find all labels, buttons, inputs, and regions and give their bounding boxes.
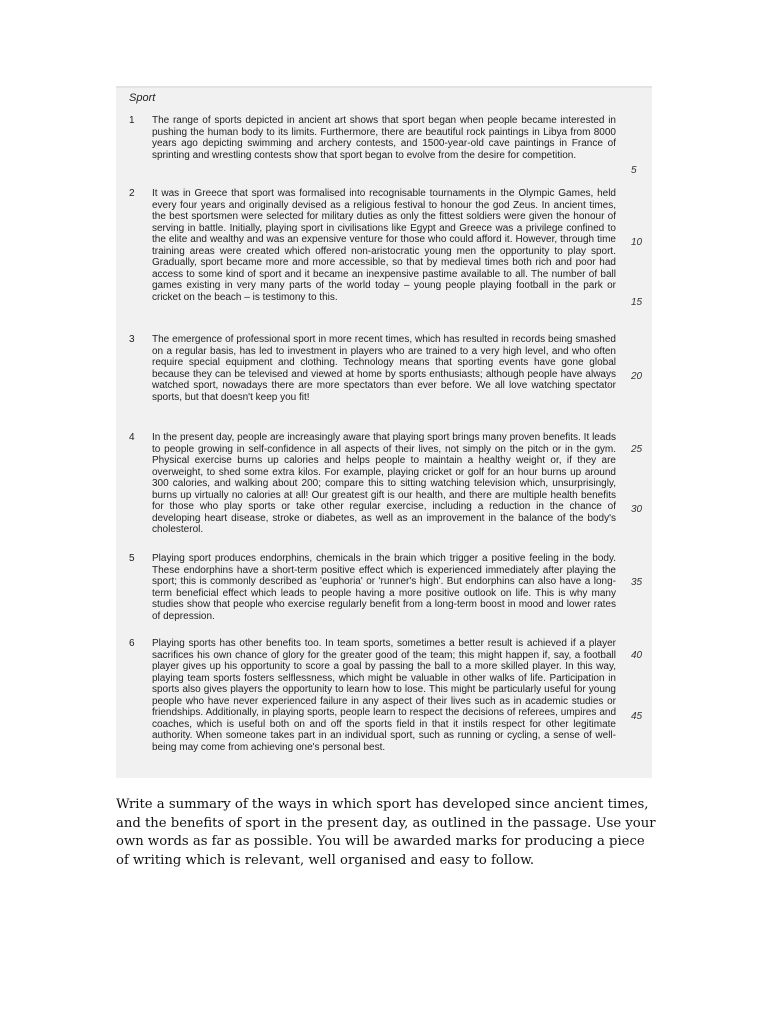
paragraph-text: The range of sports depicted in ancient art shows that sport began when people became interested in pushing the human body to its limits. Furthermore, there are beautiful rock paintings in Libya from 8000 years ago depicting swimming and archery contests, and 1500-year-old cave paintings in France of sprinting and wrestling contests show that sport began to evolve from the desire for competition. [152, 115, 616, 161]
line-number: 35 [631, 577, 643, 588]
paragraph-number: 6 [129, 638, 135, 649]
paragraph-text: In the present day, people are increasingly aware that playing sport brings many proven benefits. It leads to people growing in self-confidence in all aspects of their lives, not simply on the pitch or in the gym. Physical exercise burns up calories and helps people to maintain a healthy weight or, if they are overweight, to shed some extra kilos. For example, playing cricket or golf for an hour burns up around 300 calories, and walking about 200; compare this to sitting watching television which, unsurprisingly, burns up virtually no calories at all! Our greatest gift is our health, and there are multiple health benefits for those who play sports or take other regular exercise, including a reduction in the chance of developing heart disease, stroke or diabetes, as well as an improvement in the balance of the body's cholesterol. [152, 432, 616, 535]
paragraph-number: 3 [129, 334, 135, 345]
line-number: 25 [631, 444, 643, 455]
paragraph-text: It was in Greece that sport was formalised into recognisable tournaments in the Olympic Games, held every four years and originally devised as a religious festival to honour the god Zeus. In ancient times, the best sportsmen were selected for military duties as only the fittest soldiers were given the honour of serving in battle. Initially, playing sport in civilisations like Egypt and Greece was a privilege confined to the elite and wealthy and was an expensive venture for those who could afford it. However, through time training areas were created which offered non-aristocratic young men the opportunity to play sport. Gradually, sport became more and more accessible, so that by medieval times both rich and poor had access to some kind of sport and it became an inexpensive pastime available to all. The number of ball games existing in very many parts of the world today – young people playing football in the park or cricket on the beach – is testimony to this. [152, 188, 616, 303]
paragraph-text: Playing sports has other benefits too. In team sports, sometimes a better result is achieved if a player sacrifices his own chance of glory for the greater good of the team; this might happen if, say, a football player gives up his opportunity to score a goal by passing the ball to a more skilled player. In this way, playing team sports fosters selflessness, which might be valuable in other walks of life. Participation in sports also gives players the opportunity to learn how to lose. This might be particularly useful for young people who have never experienced failure in any aspect of their lives such as in academic studies or friendships. Additionally, in playing sports, people learn to respect the decisions of referees, umpires and coaches, which is useful both on and off the sports field in that it instils respect for other legitimate authority. When someone takes part in an individual sport, such as running or cycling, a sense of well-being may come from achieving one's personal best. [152, 638, 616, 753]
line-number: 20 [631, 371, 643, 382]
paragraph-number: 5 [129, 553, 135, 564]
paragraph-number: 4 [129, 432, 135, 443]
line-number: 5 [631, 165, 637, 176]
line-number: 40 [631, 650, 643, 661]
paragraph-text: The emergence of professional sport in more recent times, which has resulted in records being smashed on a regular basis, has led to investment in players who are trained to a very high level, and who often require special equipment and clothing. Technology means that sporting events have gone global because they can be televised and viewed at home by sports enthusiasts; although people have always watched sport, nowadays there are more spectators than ever before. We all love watching spectator sports, but that doesn't keep you fit! [152, 334, 616, 403]
passage-title: Sport [129, 92, 156, 104]
summary-question: Write a summary of the ways in which sport has developed since ancient times, and the benefits of sport in the present day, as outlined in the passage. Use your own words as far as possible. You will be awarded marks for producing a piece of writing which is relevant, well organised and easy to follow. [116, 797, 656, 868]
paragraph-number: 2 [129, 188, 135, 199]
passage-scan [116, 86, 652, 778]
line-number: 15 [631, 297, 643, 308]
line-number: 30 [631, 504, 643, 515]
line-number: 10 [631, 237, 643, 248]
paragraph-number: 1 [129, 115, 135, 126]
paragraph-text: Playing sport produces endorphins, chemicals in the brain which trigger a positive feeling in the body. These endorphins have a short-term positive effect which is experienced immediately after playing the sport; this is commonly described as 'euphoria' or 'runner's high'. But endorphins can also have a long-term beneficial effect which leads to people having a more positive outlook on life. This is why many studies show that people who exercise regularly benefit from a long-term boost in mood and lower rates of depression. [152, 553, 616, 622]
line-number: 45 [631, 711, 643, 722]
